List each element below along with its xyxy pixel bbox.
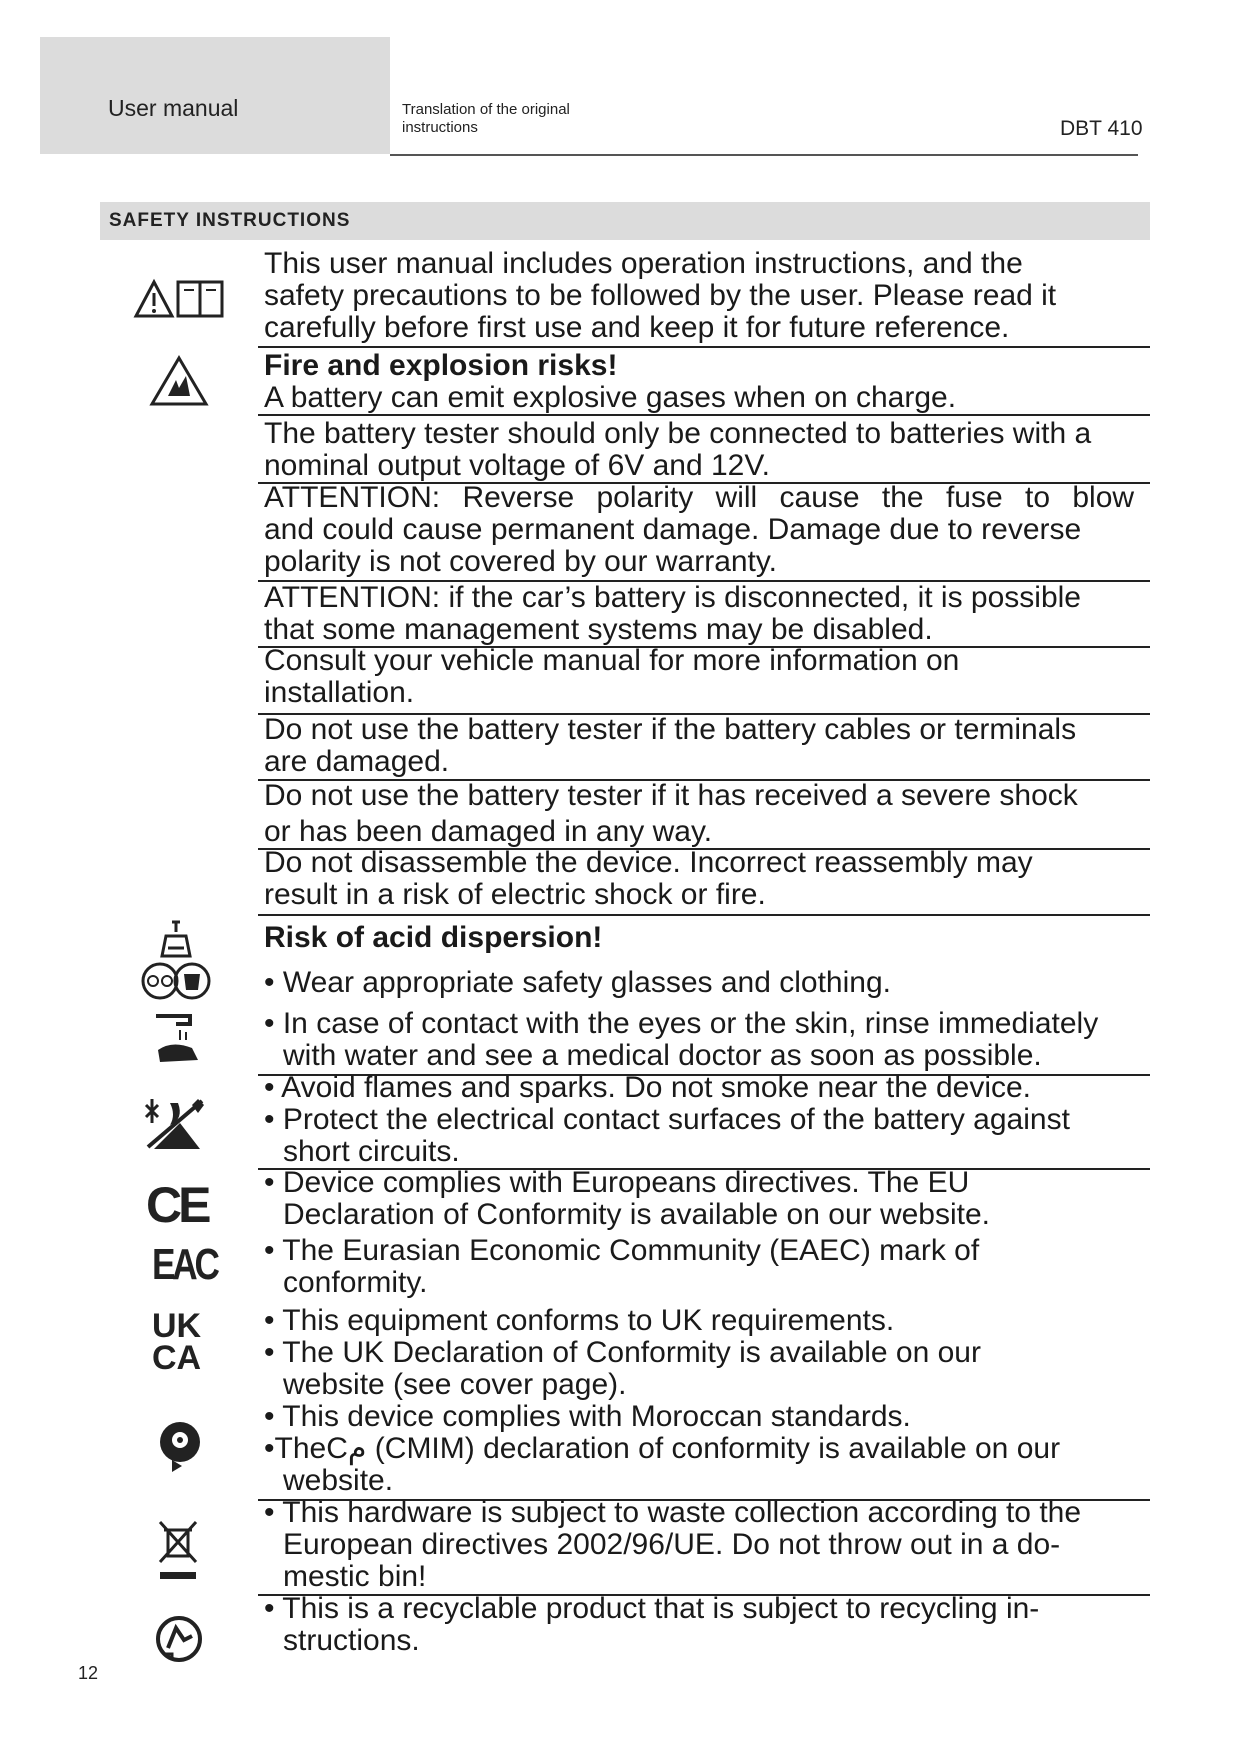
voltage-block <box>264 418 1159 482</box>
divider <box>258 346 1150 348</box>
text-line: result in a risk of electric shock or fire. <box>264 878 766 911</box>
acid-hazard-icon <box>158 918 198 960</box>
morocco-bullet-1: • This device complies with Moroccan standards. <box>264 1400 911 1433</box>
text-line: that some management systems may be disabled. <box>264 613 933 646</box>
page-number: 12 <box>78 1663 99 1683</box>
weee-crossed-bin-icon <box>156 1518 200 1582</box>
fire-explosion-block <box>264 350 1159 414</box>
text-line: or has been damaged in any way. <box>264 815 713 848</box>
text-line: Consult your vehicle manual for more information on <box>264 644 960 677</box>
text-line: carefully before first use and keep it for future reference. <box>264 311 1010 344</box>
text-line: ATTENTION: if the car’s battery is disconnected, it is possible <box>264 581 1081 614</box>
text-line: A battery can emit explosive gases when on charge. <box>264 381 957 414</box>
ukca-mark-icon: UK CA <box>152 1307 202 1377</box>
shock-block <box>264 778 1159 850</box>
flames-bullet: • Avoid flames and sparks. Do not smoke near the device. <box>264 1071 1032 1104</box>
no-flames-sparks-icon <box>140 1095 214 1153</box>
text-line: short circuits. <box>283 1135 460 1168</box>
text-line: safety precautions to be followed by the user. Please read it <box>264 279 1057 312</box>
text-line: • Protect the electrical contact surfaces of the battery against <box>264 1103 1070 1136</box>
text-line: are damaged. <box>264 745 450 778</box>
text-line: • In case of contact with the eyes or the skin, rinse immediately <box>264 1007 1099 1040</box>
intro-paragraph <box>264 248 1159 344</box>
disconnect-block <box>264 582 1159 646</box>
header-subtitle-line: instructions <box>402 119 478 136</box>
text-line: • The Eurasian Economic Community (EAEC) mark of <box>264 1234 980 1267</box>
model-number: DBT 410 <box>1060 117 1143 140</box>
header-subtitle <box>402 101 652 137</box>
morocco-bullet-2 <box>264 1433 1169 1497</box>
eac-bullet <box>264 1235 1169 1299</box>
text-line: with water and see a medical doctor as soon as possible. <box>283 1039 1042 1072</box>
explosion-warning-icon <box>148 354 210 408</box>
header-subtitle-line: Translation of the original <box>402 101 570 118</box>
text-line: Do not use the battery tester if the battery cables or terminals <box>264 713 1077 746</box>
text-line: • This hardware is subject to waste collection according to the <box>264 1496 1082 1529</box>
text-line: The battery tester should only be connected to batteries with a <box>264 417 1092 450</box>
eac-mark-icon: EAC <box>152 1240 217 1289</box>
text-line: • The UK Declaration of Conformity is available on our <box>264 1336 981 1369</box>
text-line: •TheCم (CMIM) declaration of conformity is available on our <box>264 1432 1061 1465</box>
fire-heading: Fire and explosion risks! <box>264 349 618 382</box>
text-line: Do not disassemble the device. Incorrect reassembly may <box>264 846 1033 879</box>
weee-bullet <box>264 1497 1169 1593</box>
text-line: structions. <box>283 1624 420 1657</box>
text-line: Declaration of Conformity is available on our website. <box>283 1198 991 1231</box>
uk-bullet-1: • This equipment conforms to UK requirements. <box>264 1304 895 1337</box>
consult-block <box>264 645 1159 709</box>
header-title: User manual <box>108 95 239 121</box>
text-line: polarity is not covered by our warranty. <box>264 545 778 578</box>
text-line: mestic bin! <box>283 1560 427 1593</box>
text-line: European directives 2002/96/UE. Do not throw out in a do- <box>283 1528 1061 1561</box>
divider <box>258 414 1150 416</box>
text-line: This user manual includes operation instructions, and the <box>264 247 1023 280</box>
text-line: • This is a recyclable product that is subject to recycling in- <box>264 1592 1040 1625</box>
divider <box>258 914 1150 916</box>
text-line: nominal output voltage of 6V and 12V. <box>264 449 770 482</box>
text-line: website (see cover page). <box>283 1368 627 1401</box>
text-line: installation. <box>264 676 415 709</box>
acid-heading: Risk of acid dispersion! <box>264 921 603 954</box>
header-divider <box>390 154 1138 156</box>
text-line: Do not use the battery tester if it has received a severe shock <box>264 779 1078 812</box>
warning-manual-icon <box>132 276 228 322</box>
ce-mark-icon: CE <box>146 1177 208 1233</box>
disassemble-block <box>264 847 1159 911</box>
recycle-bullet <box>264 1593 1169 1657</box>
section-title: SAFETY INSTRUCTIONS <box>100 202 1150 240</box>
cmim-mark-icon <box>156 1418 204 1474</box>
rinse-water-icon <box>152 1010 204 1068</box>
text-line: website. <box>283 1464 394 1497</box>
recycling-icon <box>154 1614 204 1664</box>
polarity-block <box>264 482 1159 578</box>
cables-block <box>264 714 1159 778</box>
text-line: and could cause permanent damage. Damage due to reverse <box>264 513 1082 546</box>
ce-bullet <box>264 1167 1169 1231</box>
contact-bullet <box>264 1008 1169 1072</box>
text-line: • Device complies with Europeans directives. The EU <box>264 1166 970 1199</box>
text-line: conformity. <box>283 1266 428 1299</box>
glasses-bullet: • Wear appropriate safety glasses and clothing. <box>264 966 891 999</box>
short-circuit-bullet <box>264 1104 1169 1168</box>
safety-glasses-clothing-icon <box>140 960 212 1002</box>
uk-bullet-2 <box>264 1337 1169 1401</box>
text-line: ATTENTION: Reverse polarity will cause the fuse to blow <box>264 481 1135 514</box>
